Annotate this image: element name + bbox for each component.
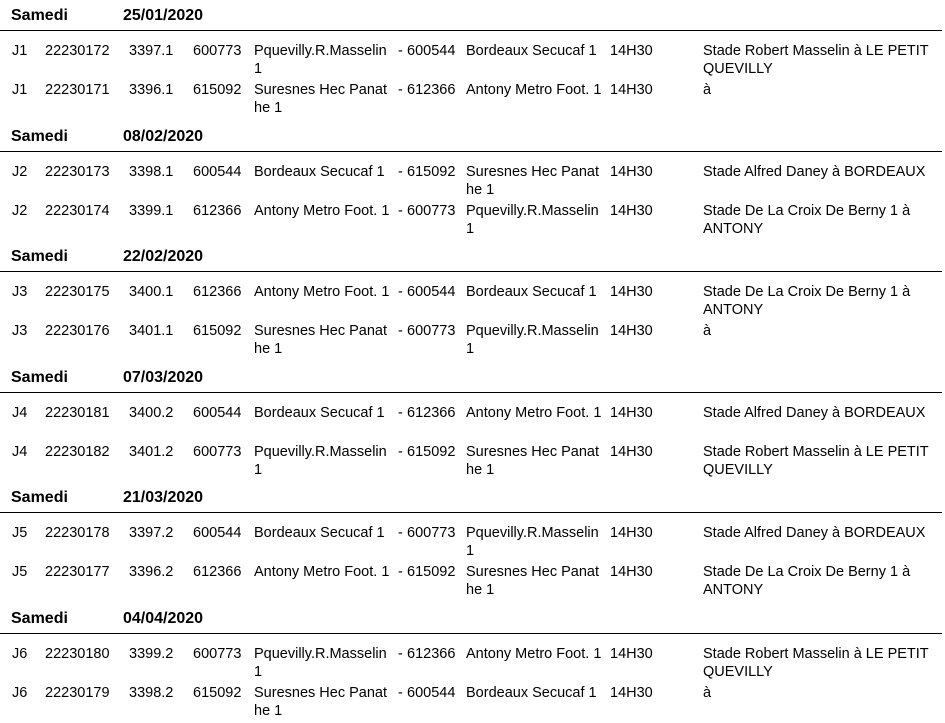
match-reference: 3399.1 — [129, 202, 173, 220]
match-number: 22230182 — [45, 443, 110, 461]
home-team-code: 612366 — [193, 563, 241, 581]
kickoff-time: 14H30 — [610, 563, 653, 581]
away-team-name: Suresnes Hec Panathe 1 — [466, 163, 606, 199]
team-separator: - — [398, 443, 403, 461]
match-round: J2 — [12, 163, 27, 181]
team-separator: - — [398, 42, 403, 60]
home-team-code: 612366 — [193, 283, 241, 301]
day-header — [0, 362, 942, 393]
kickoff-time: 14H30 — [610, 404, 653, 422]
team-separator: - — [398, 645, 403, 663]
match-row — [0, 163, 945, 201]
venue-name: Stade Alfred Daney à BORDEAUX — [703, 404, 941, 422]
match-round: J3 — [12, 283, 27, 301]
match-number: 22230171 — [45, 81, 110, 99]
kickoff-time: 14H30 — [610, 322, 653, 340]
venue-name: Stade Alfred Daney à BORDEAUX — [703, 524, 941, 542]
venue-name: Stade Robert Masselin à LE PETIT QUEVILLY — [703, 42, 941, 78]
venue-name: Stade De La Croix De Berny 1 à ANTONY — [703, 202, 941, 238]
match-round: J5 — [12, 563, 27, 581]
day-date: 22/02/2020 — [123, 248, 203, 266]
match-round: J6 — [12, 645, 27, 663]
team-separator: - — [398, 563, 403, 581]
match-reference: 3401.1 — [129, 322, 173, 340]
home-team-code: 600773 — [193, 42, 241, 60]
match-reference: 3396.2 — [129, 563, 173, 581]
match-number: 22230178 — [45, 524, 110, 542]
kickoff-time: 14H30 — [610, 443, 653, 461]
home-team-name: Pquevilly.R.Masselin 1 — [254, 645, 394, 681]
team-separator: - — [398, 202, 403, 220]
away-team-name: Antony Metro Foot. 1 — [466, 404, 606, 422]
match-row — [0, 404, 945, 442]
match-row — [0, 443, 945, 481]
match-reference: 3397.2 — [129, 524, 173, 542]
away-team-name: Pquevilly.R.Masselin 1 — [466, 524, 606, 560]
match-number: 22230177 — [45, 563, 110, 581]
away-team-code: 600544 — [407, 42, 455, 60]
day-weekday: Samedi — [11, 489, 68, 507]
venue-name: Stade De La Croix De Berny 1 à ANTONY — [703, 563, 941, 599]
away-team-name: Antony Metro Foot. 1 — [466, 645, 606, 663]
home-team-code: 600773 — [193, 645, 241, 663]
away-team-name: Bordeaux Secucaf 1 — [466, 283, 606, 301]
day-date: 07/03/2020 — [123, 369, 203, 387]
team-separator: - — [398, 322, 403, 340]
home-team-code: 600773 — [193, 443, 241, 461]
day-block — [0, 603, 945, 723]
team-separator: - — [398, 283, 403, 301]
away-team-code: 600544 — [407, 684, 455, 702]
match-row — [0, 645, 945, 683]
match-row — [0, 563, 945, 601]
home-team-name: Suresnes Hec Panathe 1 — [254, 684, 394, 720]
home-team-code: 600544 — [193, 404, 241, 422]
day-block — [0, 0, 945, 121]
team-separator: - — [398, 163, 403, 181]
day-weekday: Samedi — [11, 369, 68, 387]
match-round: J5 — [12, 524, 27, 542]
away-team-code: 600773 — [407, 322, 455, 340]
away-team-name: Bordeaux Secucaf 1 — [466, 684, 606, 702]
day-header — [0, 603, 942, 634]
match-row — [0, 283, 945, 321]
match-row — [0, 684, 945, 722]
kickoff-time: 14H30 — [610, 81, 653, 99]
home-team-code: 600544 — [193, 163, 241, 181]
team-separator: - — [398, 684, 403, 702]
match-row — [0, 42, 945, 80]
match-round: J2 — [12, 202, 27, 220]
match-row — [0, 81, 945, 119]
home-team-code: 600544 — [193, 524, 241, 542]
day-date: 08/02/2020 — [123, 128, 203, 146]
day-header — [0, 482, 942, 513]
match-reference: 3400.2 — [129, 404, 173, 422]
away-team-code: 600773 — [407, 202, 455, 220]
home-team-name: Suresnes Hec Panathe 1 — [254, 81, 394, 117]
day-weekday: Samedi — [11, 610, 68, 628]
home-team-code: 615092 — [193, 81, 241, 99]
venue-name: à — [703, 684, 941, 702]
away-team-name: Suresnes Hec Panathe 1 — [466, 443, 606, 479]
match-reference: 3398.2 — [129, 684, 173, 702]
day-block — [0, 121, 945, 242]
home-team-name: Suresnes Hec Panathe 1 — [254, 322, 394, 358]
kickoff-time: 14H30 — [610, 645, 653, 663]
match-number: 22230181 — [45, 404, 110, 422]
match-row — [0, 322, 945, 360]
match-round: J1 — [12, 81, 27, 99]
day-block — [0, 241, 945, 362]
day-header — [0, 121, 942, 152]
home-team-name: Bordeaux Secucaf 1 — [254, 163, 394, 181]
day-header — [0, 0, 942, 31]
match-reference: 3401.2 — [129, 443, 173, 461]
match-reference: 3398.1 — [129, 163, 173, 181]
day-header — [0, 241, 942, 272]
match-round: J3 — [12, 322, 27, 340]
away-team-code: 612366 — [407, 404, 455, 422]
away-team-code: 615092 — [407, 563, 455, 581]
home-team-code: 612366 — [193, 202, 241, 220]
day-date: 25/01/2020 — [123, 7, 203, 25]
away-team-code: 600773 — [407, 524, 455, 542]
match-number: 22230174 — [45, 202, 110, 220]
away-team-name: Bordeaux Secucaf 1 — [466, 42, 606, 60]
team-separator: - — [398, 404, 403, 422]
match-row — [0, 202, 945, 240]
day-date: 21/03/2020 — [123, 489, 203, 507]
venue-name: Stade Robert Masselin à LE PETIT QUEVILLY — [703, 645, 941, 681]
day-weekday: Samedi — [11, 7, 68, 25]
kickoff-time: 14H30 — [610, 524, 653, 542]
away-team-code: 600544 — [407, 283, 455, 301]
away-team-name: Suresnes Hec Panathe 1 — [466, 563, 606, 599]
home-team-name: Pquevilly.R.Masselin 1 — [254, 42, 394, 78]
team-separator: - — [398, 524, 403, 542]
home-team-code: 615092 — [193, 684, 241, 702]
away-team-code: 615092 — [407, 443, 455, 461]
home-team-name: Antony Metro Foot. 1 — [254, 283, 394, 301]
match-reference: 3400.1 — [129, 283, 173, 301]
home-team-name: Antony Metro Foot. 1 — [254, 202, 394, 220]
match-round: J6 — [12, 684, 27, 702]
kickoff-time: 14H30 — [610, 163, 653, 181]
home-team-name: Bordeaux Secucaf 1 — [254, 524, 394, 542]
match-number: 22230175 — [45, 283, 110, 301]
home-team-name: Bordeaux Secucaf 1 — [254, 404, 394, 422]
match-number: 22230172 — [45, 42, 110, 60]
home-team-name: Pquevilly.R.Masselin 1 — [254, 443, 394, 479]
match-round: J1 — [12, 42, 27, 60]
match-reference: 3396.1 — [129, 81, 173, 99]
away-team-name: Pquevilly.R.Masselin 1 — [466, 322, 606, 358]
team-separator: - — [398, 81, 403, 99]
match-number: 22230179 — [45, 684, 110, 702]
day-block — [0, 482, 945, 603]
day-block — [0, 362, 945, 483]
match-reference: 3397.1 — [129, 42, 173, 60]
match-number: 22230180 — [45, 645, 110, 663]
kickoff-time: 14H30 — [610, 684, 653, 702]
venue-name: Stade Robert Masselin à LE PETIT QUEVILLY — [703, 443, 941, 479]
away-team-code: 615092 — [407, 163, 455, 181]
match-row — [0, 524, 945, 562]
day-weekday: Samedi — [11, 128, 68, 146]
away-team-code: 612366 — [407, 645, 455, 663]
home-team-name: Antony Metro Foot. 1 — [254, 563, 394, 581]
away-team-name: Pquevilly.R.Masselin 1 — [466, 202, 606, 238]
venue-name: à — [703, 81, 941, 99]
kickoff-time: 14H30 — [610, 42, 653, 60]
kickoff-time: 14H30 — [610, 283, 653, 301]
venue-name: Stade Alfred Daney à BORDEAUX — [703, 163, 941, 181]
match-round: J4 — [12, 404, 27, 422]
day-date: 04/04/2020 — [123, 610, 203, 628]
away-team-name: Antony Metro Foot. 1 — [466, 81, 606, 99]
away-team-code: 612366 — [407, 81, 455, 99]
kickoff-time: 14H30 — [610, 202, 653, 220]
day-weekday: Samedi — [11, 248, 68, 266]
match-round: J4 — [12, 443, 27, 461]
home-team-code: 615092 — [193, 322, 241, 340]
match-number: 22230173 — [45, 163, 110, 181]
match-number: 22230176 — [45, 322, 110, 340]
venue-name: à — [703, 322, 941, 340]
match-reference: 3399.2 — [129, 645, 173, 663]
venue-name: Stade De La Croix De Berny 1 à ANTONY — [703, 283, 941, 319]
